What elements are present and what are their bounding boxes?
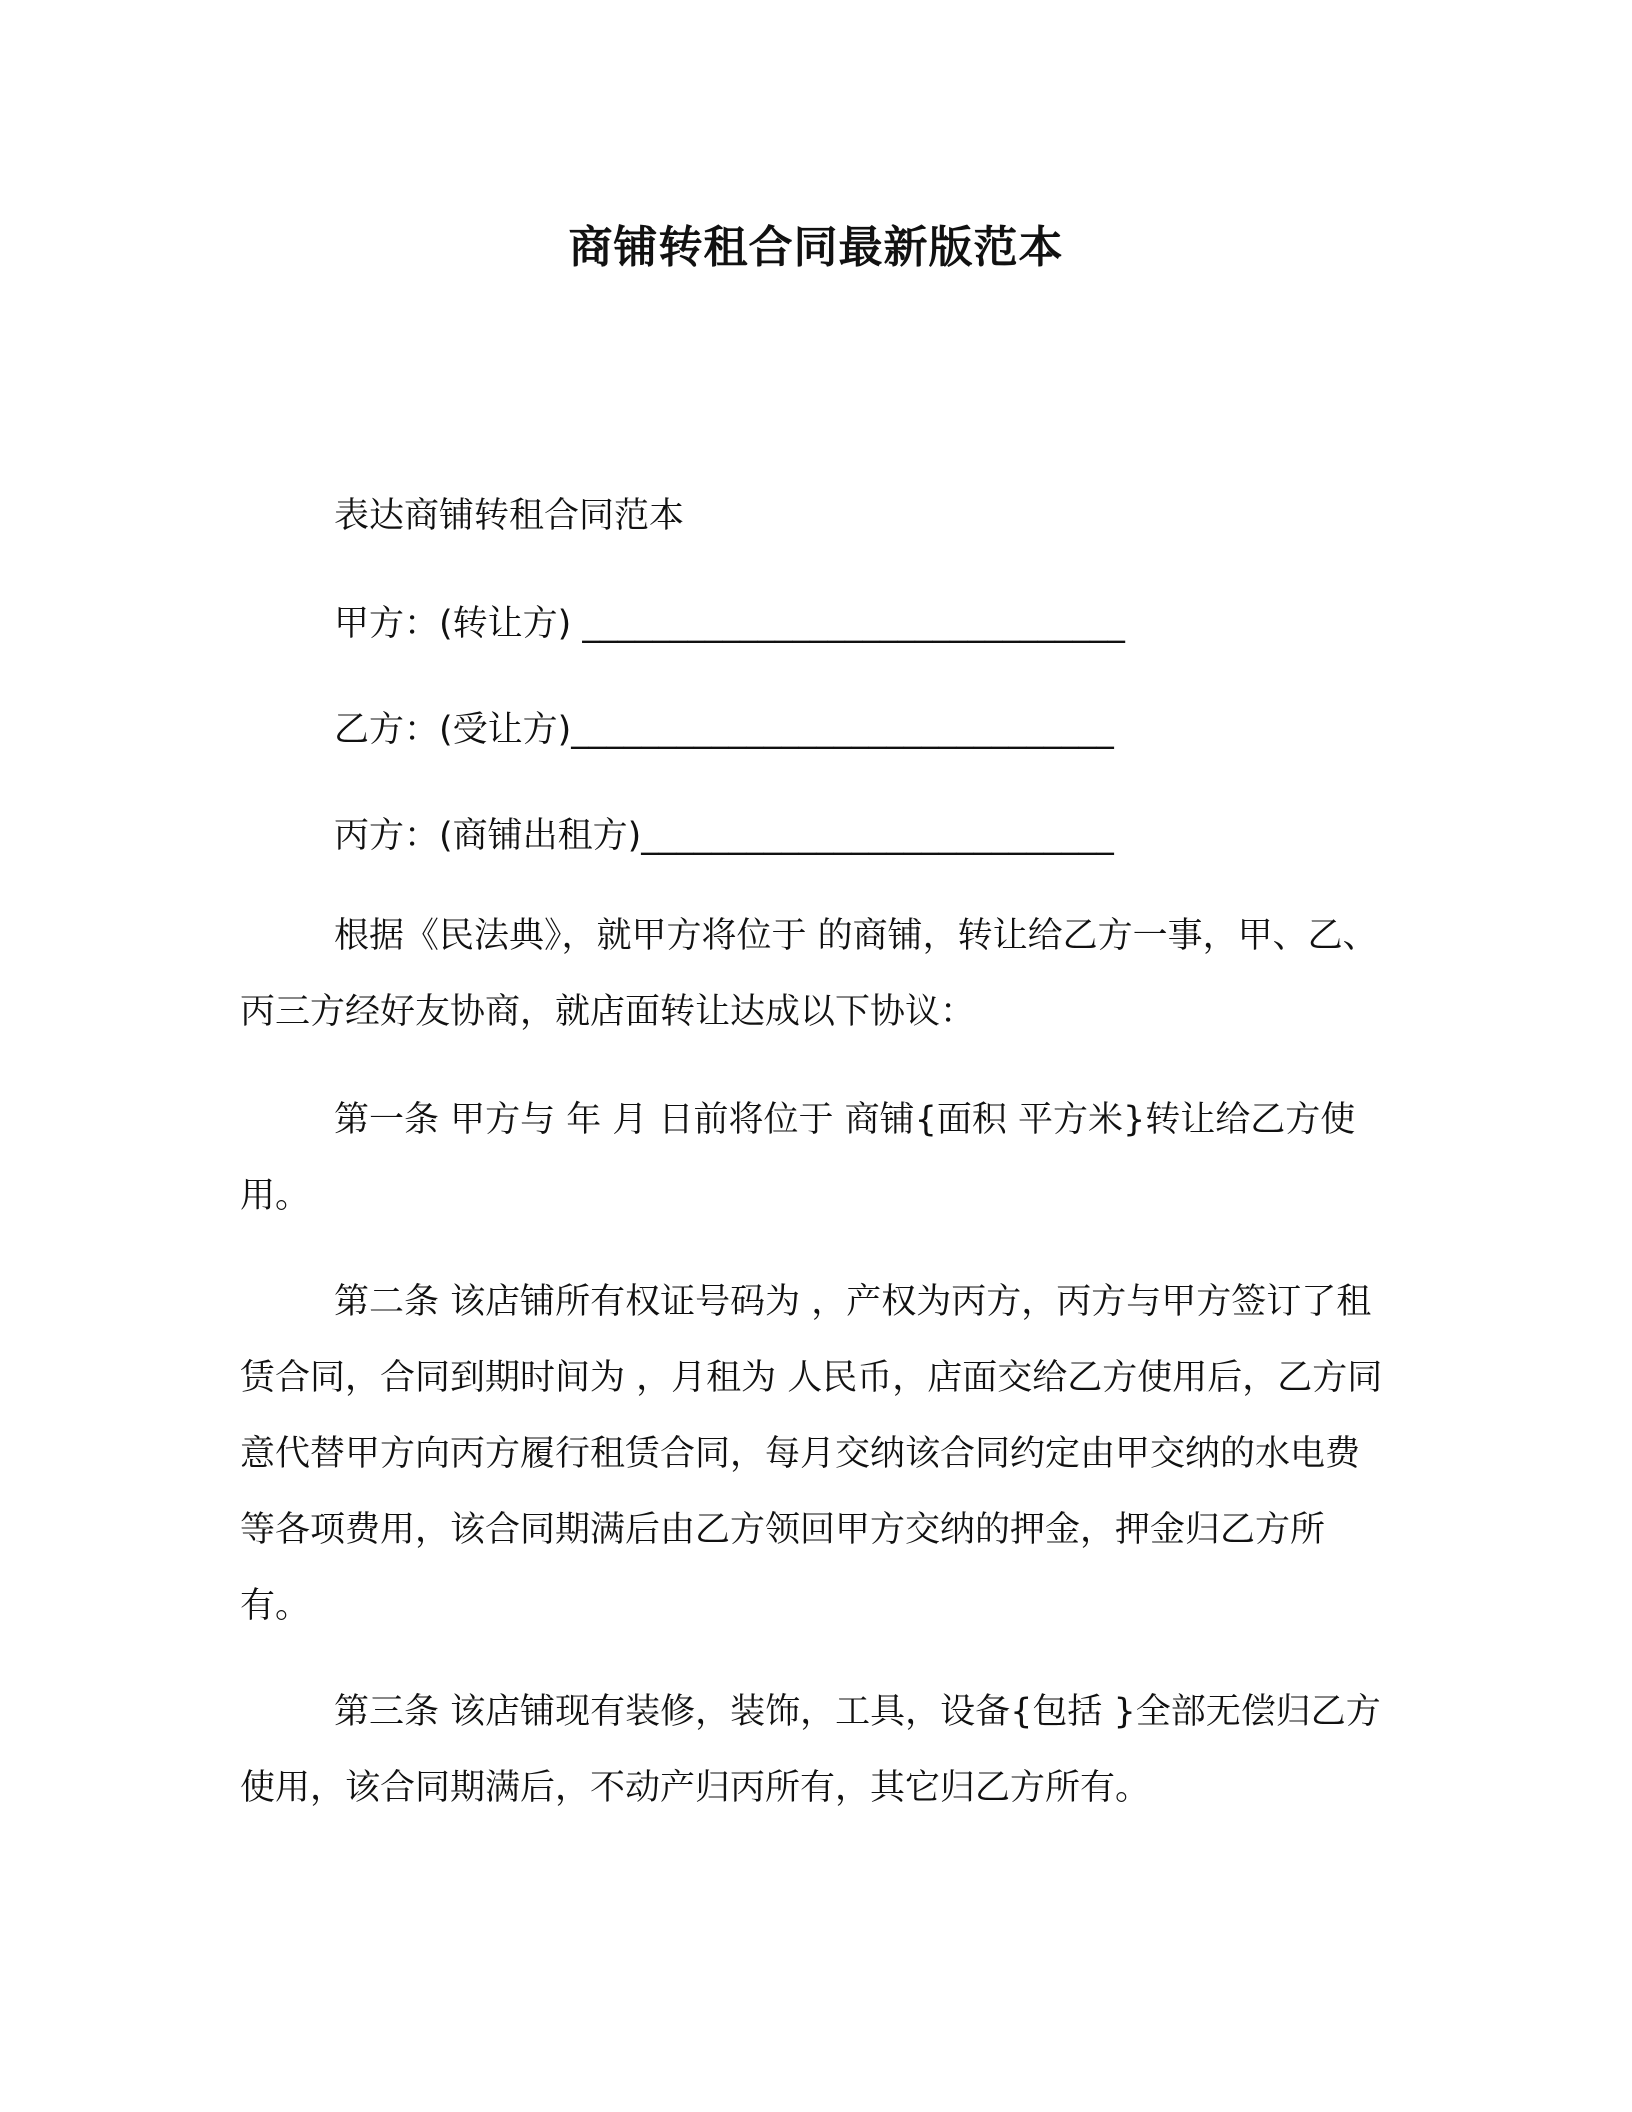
party-b-line: 乙方：(受让方)_______________________________	[334, 710, 1114, 750]
document-subtitle: 表达商铺转租合同范本	[334, 496, 685, 536]
party-c-line: 丙方：(商铺出租方)___________________________	[334, 816, 1114, 856]
document-title: 商铺转租合同最新版范本	[568, 222, 1064, 273]
intro-paragraph: 根据《民法典》，就甲方将位于 的商铺，转让给乙方一事，甲、乙、丙三方经好友协商，就店面转让达成以下协议：	[240, 916, 1378, 1032]
article-3: 第三条 该店铺现有装修，装饰，工具，设备{包括 }全部无偿归乙方使用，该合同期满后，不动产归丙所有，其它归乙方所有。	[240, 1692, 1381, 1808]
article-1: 第一条 甲方与 年 月 日前将位于 商铺{面积 平方米}转让给乙方使用。	[240, 1100, 1356, 1216]
party-a-line: 甲方：(转让方) _______________________________	[334, 604, 1125, 644]
article-2: 第二条 该店铺所有权证号码为 ，产权为丙方，丙方与甲方签订了租赁合同，合同到期时间为 ，月租为 人民币，店面交给乙方使用后，乙方同意代替甲方向丙方履行租赁合同，每月交纳该合同约定由甲交纳的水电费等各项费用，该合同期满后由乙方领回甲方交纳的押金，押金归乙方所有。	[240, 1282, 1383, 1626]
